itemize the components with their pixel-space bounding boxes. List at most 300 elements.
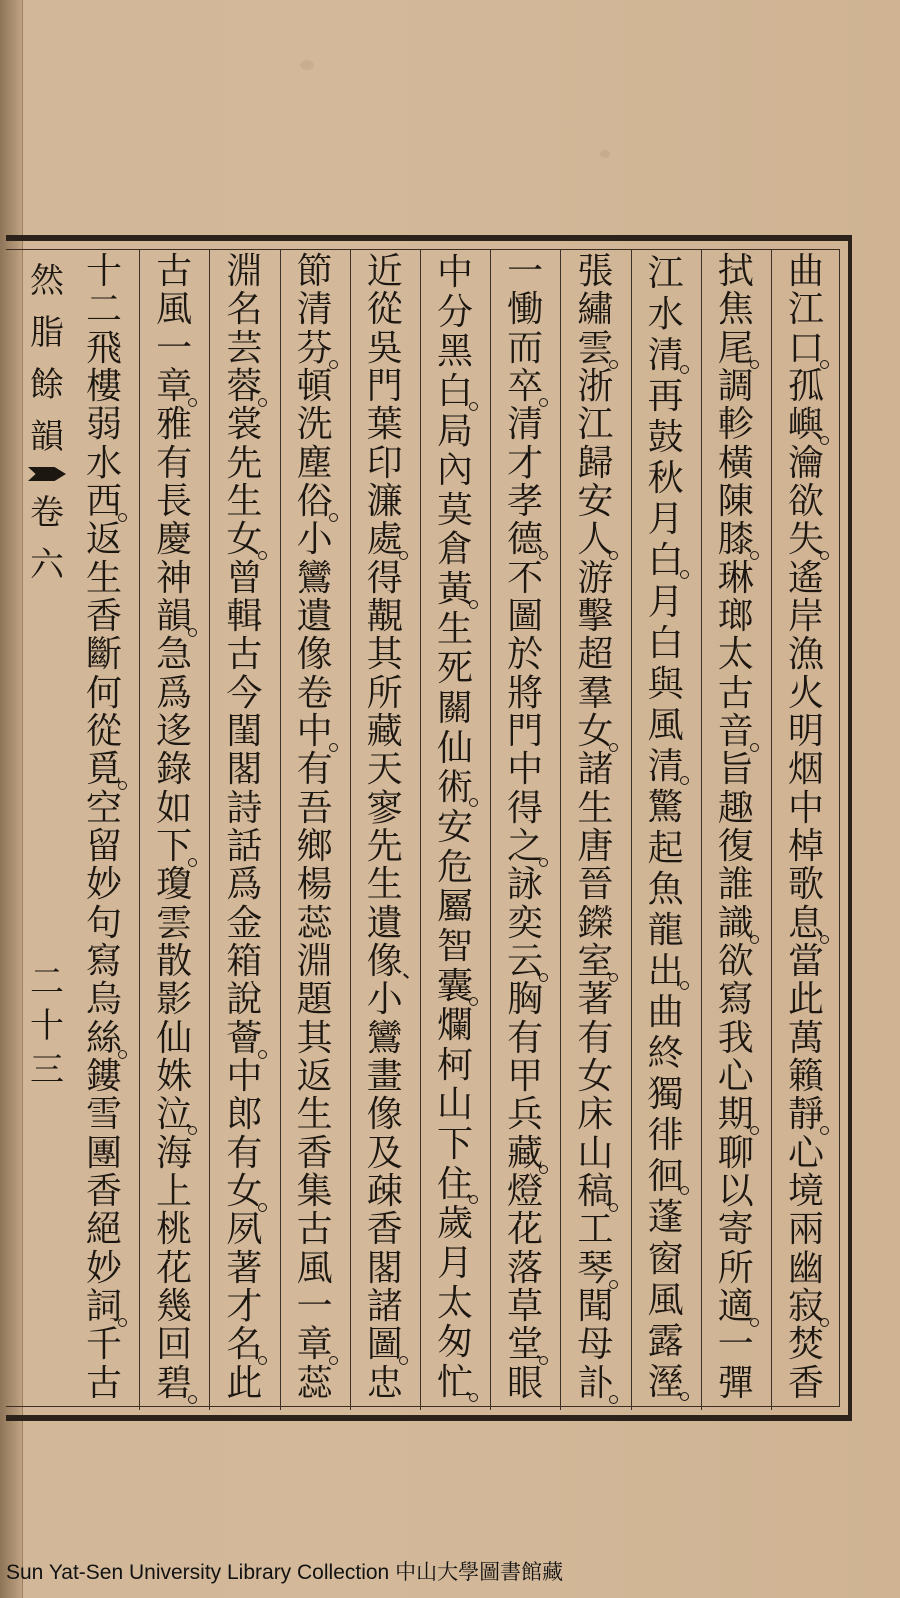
text-char: 清	[296, 289, 333, 331]
text-char: 中	[787, 787, 824, 829]
text-char: 擊	[577, 595, 614, 637]
text-char: 心	[787, 1132, 824, 1174]
text-char: 名	[226, 1324, 263, 1366]
text-char: 鑅	[577, 902, 614, 944]
text-char: 歲	[436, 1203, 473, 1245]
text-char: 芬	[296, 327, 333, 369]
text-char: 工	[577, 1209, 614, 1251]
text-char: 詩	[226, 787, 263, 829]
text-char: 其	[366, 634, 403, 676]
text-char: 內	[436, 450, 473, 492]
text-char: 泣	[156, 1094, 193, 1136]
text-char: 心	[717, 1055, 754, 1097]
volume-char: 六	[30, 545, 64, 585]
text-char: 圖	[507, 595, 544, 637]
text-char: 樓	[85, 365, 122, 407]
text-char: 明	[787, 710, 824, 752]
text-char: 生	[577, 787, 614, 829]
text-char: 起	[647, 827, 684, 869]
text-char: 萬	[787, 1017, 824, 1059]
text-char: 於	[507, 634, 544, 676]
text-char: 寫	[85, 940, 122, 982]
text-char: 落	[507, 1247, 544, 1289]
text-char: 琳	[717, 557, 754, 599]
text-char: 印	[366, 442, 403, 484]
text-char: 返	[296, 1055, 333, 1097]
text-char: 中	[226, 1055, 263, 1097]
text-column	[154, 253, 194, 1409]
text-char: 葉	[366, 404, 403, 446]
column-rule	[139, 250, 140, 1410]
text-char: 風	[296, 1247, 333, 1289]
text-char: 息	[787, 902, 824, 944]
text-char: 寫	[717, 979, 754, 1021]
text-char: 今	[226, 672, 263, 714]
text-char: 鼓	[647, 417, 684, 459]
margin-title	[22, 255, 72, 591]
text-char: 期	[717, 1094, 754, 1136]
text-char: 才	[507, 442, 544, 484]
text-char: 古	[717, 672, 754, 714]
text-char: 空	[85, 787, 122, 829]
text-char: 名	[226, 289, 263, 331]
text-char: 徘	[647, 1115, 684, 1157]
text-char: 倉	[436, 529, 473, 571]
text-char: 返	[85, 519, 122, 561]
text-column	[224, 253, 264, 1409]
text-char: 香	[85, 595, 122, 637]
text-char: 以	[717, 1170, 754, 1212]
text-char: 曾	[226, 557, 263, 599]
text-char: 烏	[85, 979, 122, 1021]
text-char: 諸	[366, 1285, 403, 1327]
text-char: 安	[436, 806, 473, 848]
text-char: 張	[577, 251, 614, 292]
text-char: 有	[577, 1017, 614, 1059]
text-char: 詞	[85, 1285, 122, 1327]
text-char: 鸞	[366, 1017, 403, 1059]
text-char: 晉	[577, 864, 614, 906]
text-char: 遺	[366, 902, 403, 944]
text-char: 寄	[717, 1209, 754, 1251]
text-char: 小	[366, 979, 403, 1021]
text-char: 一	[507, 251, 544, 292]
text-char: 生	[296, 1094, 333, 1136]
text-char: 稿	[577, 1170, 614, 1212]
text-char: 死	[436, 648, 473, 690]
text-char: 燈	[507, 1170, 544, 1212]
text-char: 香	[787, 1362, 824, 1404]
text-char: 閣	[366, 1247, 403, 1289]
text-char: 處	[366, 519, 403, 561]
text-char: 失	[787, 519, 824, 561]
text-char: 俗	[296, 480, 333, 522]
text-char: 閨	[226, 710, 263, 752]
text-char: 之	[507, 825, 544, 867]
column-rule	[490, 250, 491, 1410]
text-char: 曲	[647, 992, 684, 1034]
text-char: 疎	[366, 1170, 403, 1212]
text-char: 水	[647, 294, 684, 336]
text-char: 下	[156, 825, 193, 867]
text-char: 淵	[226, 251, 263, 292]
text-char: 一	[717, 1324, 754, 1366]
text-char: 著	[226, 1247, 263, 1289]
text-char: 仙	[436, 727, 473, 769]
text-column	[646, 253, 686, 1409]
text-char: 寂	[787, 1285, 824, 1327]
text-char: 風	[647, 1279, 684, 1321]
text-char: 訃	[577, 1362, 614, 1404]
text-char: 龍	[647, 910, 684, 951]
text-char: 絕	[85, 1209, 122, 1251]
text-char: 山	[577, 1132, 614, 1174]
text-char: 琴	[577, 1247, 614, 1289]
text-char: 浙	[577, 365, 614, 407]
text-char: 其	[296, 1017, 333, 1059]
text-char: 住	[436, 1163, 473, 1205]
text-char: 鄉	[296, 825, 333, 867]
text-char: 近	[366, 251, 403, 292]
page-number-char: 十	[30, 1006, 64, 1046]
volume-char: 卷	[30, 493, 64, 533]
text-char: 孤	[787, 365, 824, 407]
text-char: 所	[366, 672, 403, 714]
text-char: 唐	[577, 825, 614, 867]
text-char: 章	[156, 365, 193, 407]
text-char: 適	[717, 1285, 754, 1327]
text-char: 女	[577, 710, 614, 752]
text-char: 欲	[787, 480, 824, 522]
text-char: 境	[787, 1170, 824, 1212]
text-char: 山	[436, 1084, 473, 1126]
text-char: 漁	[787, 634, 824, 676]
text-char: 瀹	[787, 442, 824, 484]
text-char: 兩	[787, 1209, 824, 1251]
text-char: 我	[717, 1017, 754, 1059]
text-column	[575, 253, 615, 1409]
text-char: 月	[647, 499, 684, 541]
text-char: 歸	[577, 442, 614, 484]
column-rule	[280, 250, 281, 1410]
column-rule	[209, 250, 210, 1410]
text-char: 頓	[296, 365, 333, 407]
text-char: 遙	[787, 557, 824, 599]
text-char: 飛	[85, 327, 122, 369]
text-char: 長	[156, 480, 193, 522]
text-char: 危	[436, 846, 473, 888]
text-char: 黑	[436, 331, 473, 373]
text-char: 草	[507, 1285, 544, 1327]
text-char: 淵	[296, 940, 333, 982]
text-char: 門	[366, 365, 403, 407]
text-char: 室	[577, 940, 614, 982]
text-char: 畫	[366, 1055, 403, 1097]
column-rule	[350, 250, 351, 1410]
text-char: 有	[507, 1017, 544, 1059]
text-char: 幽	[787, 1247, 824, 1289]
text-char: 詠	[507, 864, 544, 906]
text-char: 烟	[787, 749, 824, 791]
text-char: 中	[507, 749, 544, 791]
text-char: 節	[296, 251, 333, 292]
text-char: 棹	[787, 825, 824, 867]
page-number-char: 二	[30, 962, 64, 1002]
text-char: 屬	[436, 886, 473, 928]
text-char: 聊	[717, 1132, 754, 1174]
text-char: 上	[156, 1170, 193, 1212]
text-char: 女	[577, 1055, 614, 1097]
text-char: 蕊	[296, 1362, 333, 1404]
text-char: 像	[366, 940, 403, 982]
text-char: 吳	[366, 327, 403, 369]
text-char: 輯	[226, 595, 263, 637]
library-credit: Sun Yat-Sen University Library Collection 中山大學圖書館藏	[6, 1561, 564, 1584]
text-char: 何	[85, 672, 122, 714]
text-char: 風	[156, 289, 193, 331]
text-char: 桃	[156, 1209, 193, 1251]
title-char: 脂	[30, 313, 64, 353]
text-char: 鸞	[296, 557, 333, 599]
text-char: 慶	[156, 519, 193, 561]
text-char: 雲	[156, 902, 193, 944]
text-char: 楊	[296, 864, 333, 906]
text-char: 寥	[366, 787, 403, 829]
text-char: 江	[647, 253, 684, 294]
text-char: 中	[296, 710, 333, 752]
text-char: 夙	[226, 1209, 263, 1251]
text-char: 回	[156, 1324, 193, 1366]
text-char: 術	[436, 767, 473, 809]
text-char: 徊	[647, 1156, 684, 1198]
text-char: 瑯	[717, 595, 754, 637]
text-char: 吾	[296, 787, 333, 829]
text-char: 甲	[507, 1055, 544, 1097]
text-char: 神	[156, 557, 193, 599]
text-char: 云	[507, 940, 544, 982]
text-char: 窗	[647, 1238, 684, 1280]
text-char: 靜	[787, 1094, 824, 1136]
text-char: 聞	[577, 1285, 614, 1327]
text-char: 斷	[85, 634, 122, 676]
text-char: 天	[366, 749, 403, 791]
text-char: 箱	[226, 940, 263, 982]
text-char: 人	[577, 519, 614, 561]
column-rule	[631, 250, 632, 1410]
text-char: 識	[717, 902, 754, 944]
text-char: 一	[156, 327, 193, 369]
text-char: 香	[296, 1132, 333, 1174]
text-char: 團	[85, 1132, 122, 1174]
text-char: 藏	[366, 710, 403, 752]
text-char: 姝	[156, 1055, 193, 1097]
text-char: 忙	[436, 1361, 473, 1403]
text-char: 蕊	[296, 902, 333, 944]
text-char: 女	[226, 1170, 263, 1212]
text-char: 口	[787, 327, 824, 369]
text-char: 慟	[507, 289, 544, 331]
text-char: 古	[226, 634, 263, 676]
text-char: 白	[647, 540, 684, 582]
text-char: 門	[507, 710, 544, 752]
text-char: 十	[85, 251, 122, 292]
column-rule	[420, 250, 421, 1410]
text-char: 花	[507, 1209, 544, 1251]
column-rule	[771, 250, 772, 1410]
text-char: 著	[577, 979, 614, 1021]
text-char: 當	[787, 940, 824, 982]
text-char: 香	[85, 1170, 122, 1212]
text-column	[505, 253, 545, 1409]
text-char: 閣	[226, 749, 263, 791]
text-char: 集	[296, 1170, 333, 1212]
text-char: 女	[226, 519, 263, 561]
text-column	[716, 253, 756, 1409]
text-char: 不	[507, 557, 544, 599]
text-char: 裳	[226, 404, 263, 446]
text-char: 雲	[577, 327, 614, 369]
text-char: 趣	[717, 787, 754, 829]
text-char: 忠	[366, 1362, 403, 1404]
text-char: 復	[717, 825, 754, 867]
text-char: 白	[436, 370, 473, 412]
text-char: 及	[366, 1132, 403, 1174]
text-char: 卒	[507, 365, 544, 407]
text-char: 花	[156, 1247, 193, 1289]
text-char: 音	[717, 710, 754, 752]
text-char: 千	[85, 1324, 122, 1366]
text-char: 話	[226, 825, 263, 867]
text-char: 游	[577, 557, 614, 599]
text-char: 西	[85, 480, 122, 522]
text-char: 火	[787, 672, 824, 714]
text-char: 芸	[226, 327, 263, 369]
text-char: 與	[647, 663, 684, 705]
text-char: 清	[647, 745, 684, 787]
text-char: 超	[577, 634, 614, 676]
text-char: 錄	[156, 749, 193, 791]
text-char: 白	[647, 622, 684, 664]
text-char: 濂	[366, 480, 403, 522]
text-char: 瓊	[156, 864, 193, 906]
text-char: 鏤	[85, 1055, 122, 1097]
text-char: 此	[226, 1362, 263, 1404]
text-char: 柯	[436, 1044, 473, 1086]
text-char: 像	[366, 1094, 403, 1136]
text-char: 妙	[85, 1247, 122, 1289]
text-char: 焚	[787, 1324, 824, 1366]
text-column	[435, 253, 475, 1409]
text-char: 從	[85, 710, 122, 752]
text-char: 海	[156, 1132, 193, 1174]
text-char: 陳	[717, 480, 754, 522]
text-char: 欲	[717, 940, 754, 982]
text-char: 軫	[717, 404, 754, 446]
text-char: 清	[647, 335, 684, 377]
title-char: 韻	[30, 417, 64, 457]
text-char: 母	[577, 1324, 614, 1366]
text-char: 迻	[156, 710, 193, 752]
paper-stain	[600, 150, 610, 158]
text-char: 諸	[577, 749, 614, 791]
text-char: 誰	[717, 864, 754, 906]
text-char: 爲	[156, 672, 193, 714]
text-char: 此	[787, 979, 824, 1021]
text-char: 床	[577, 1094, 614, 1136]
text-char: 如	[156, 787, 193, 829]
text-char: 月	[647, 581, 684, 623]
text-char: 堂	[507, 1324, 544, 1366]
text-char: 江	[787, 289, 824, 331]
text-char: 弱	[85, 404, 122, 446]
text-char: 江	[577, 404, 614, 446]
text-char: 生	[436, 608, 473, 650]
text-char: 說	[226, 979, 263, 1021]
paper-stain	[300, 60, 314, 70]
text-char: 一	[296, 1285, 333, 1327]
text-char: 得	[507, 787, 544, 829]
text-char: 安	[577, 480, 614, 522]
text-char: 橫	[717, 442, 754, 484]
text-char: 金	[226, 902, 263, 944]
text-char: 洗	[296, 404, 333, 446]
text-char: 卷	[296, 672, 333, 714]
text-char: 句	[85, 902, 122, 944]
text-char: 小	[296, 519, 333, 561]
text-char: 有	[226, 1132, 263, 1174]
text-char: 二	[85, 289, 122, 331]
text-char: 關	[436, 688, 473, 730]
text-char: 匆	[436, 1322, 473, 1364]
text-char: 所	[717, 1247, 754, 1289]
text-char: 歌	[787, 864, 824, 906]
text-char: 太	[717, 634, 754, 676]
text-char: 岸	[787, 595, 824, 637]
text-char: 幾	[156, 1285, 193, 1327]
text-column	[84, 253, 124, 1409]
text-char: 先	[226, 442, 263, 484]
text-char: 曲	[787, 251, 824, 292]
text-char: 妙	[85, 864, 122, 906]
text-char: 嶼	[787, 404, 824, 446]
text-char: 薈	[226, 1017, 263, 1059]
text-char: 塵	[296, 442, 333, 484]
text-char: 德	[507, 519, 544, 561]
text-char: 遺	[296, 595, 333, 637]
text-column	[786, 253, 826, 1409]
text-char: 溼	[647, 1361, 684, 1403]
text-char: 雪	[85, 1094, 122, 1136]
text-char: 才	[226, 1285, 263, 1327]
text-char: 囊	[436, 965, 473, 1007]
text-char: 風	[647, 704, 684, 746]
text-char: 碧	[156, 1362, 193, 1404]
column-rule	[560, 250, 561, 1410]
text-char: 得	[366, 557, 403, 599]
text-char: 孝	[507, 480, 544, 522]
text-char: 題	[296, 979, 333, 1021]
text-char: 拭	[717, 251, 754, 292]
text-char: 羣	[577, 672, 614, 714]
text-char: 太	[436, 1282, 473, 1324]
text-char: 先	[366, 825, 403, 867]
text-char: 覯	[366, 595, 403, 637]
text-char: 仙	[156, 1017, 193, 1059]
text-char: 眼	[507, 1362, 544, 1404]
text-column	[365, 253, 405, 1409]
text-char: 水	[85, 442, 122, 484]
text-char: 香	[366, 1209, 403, 1251]
